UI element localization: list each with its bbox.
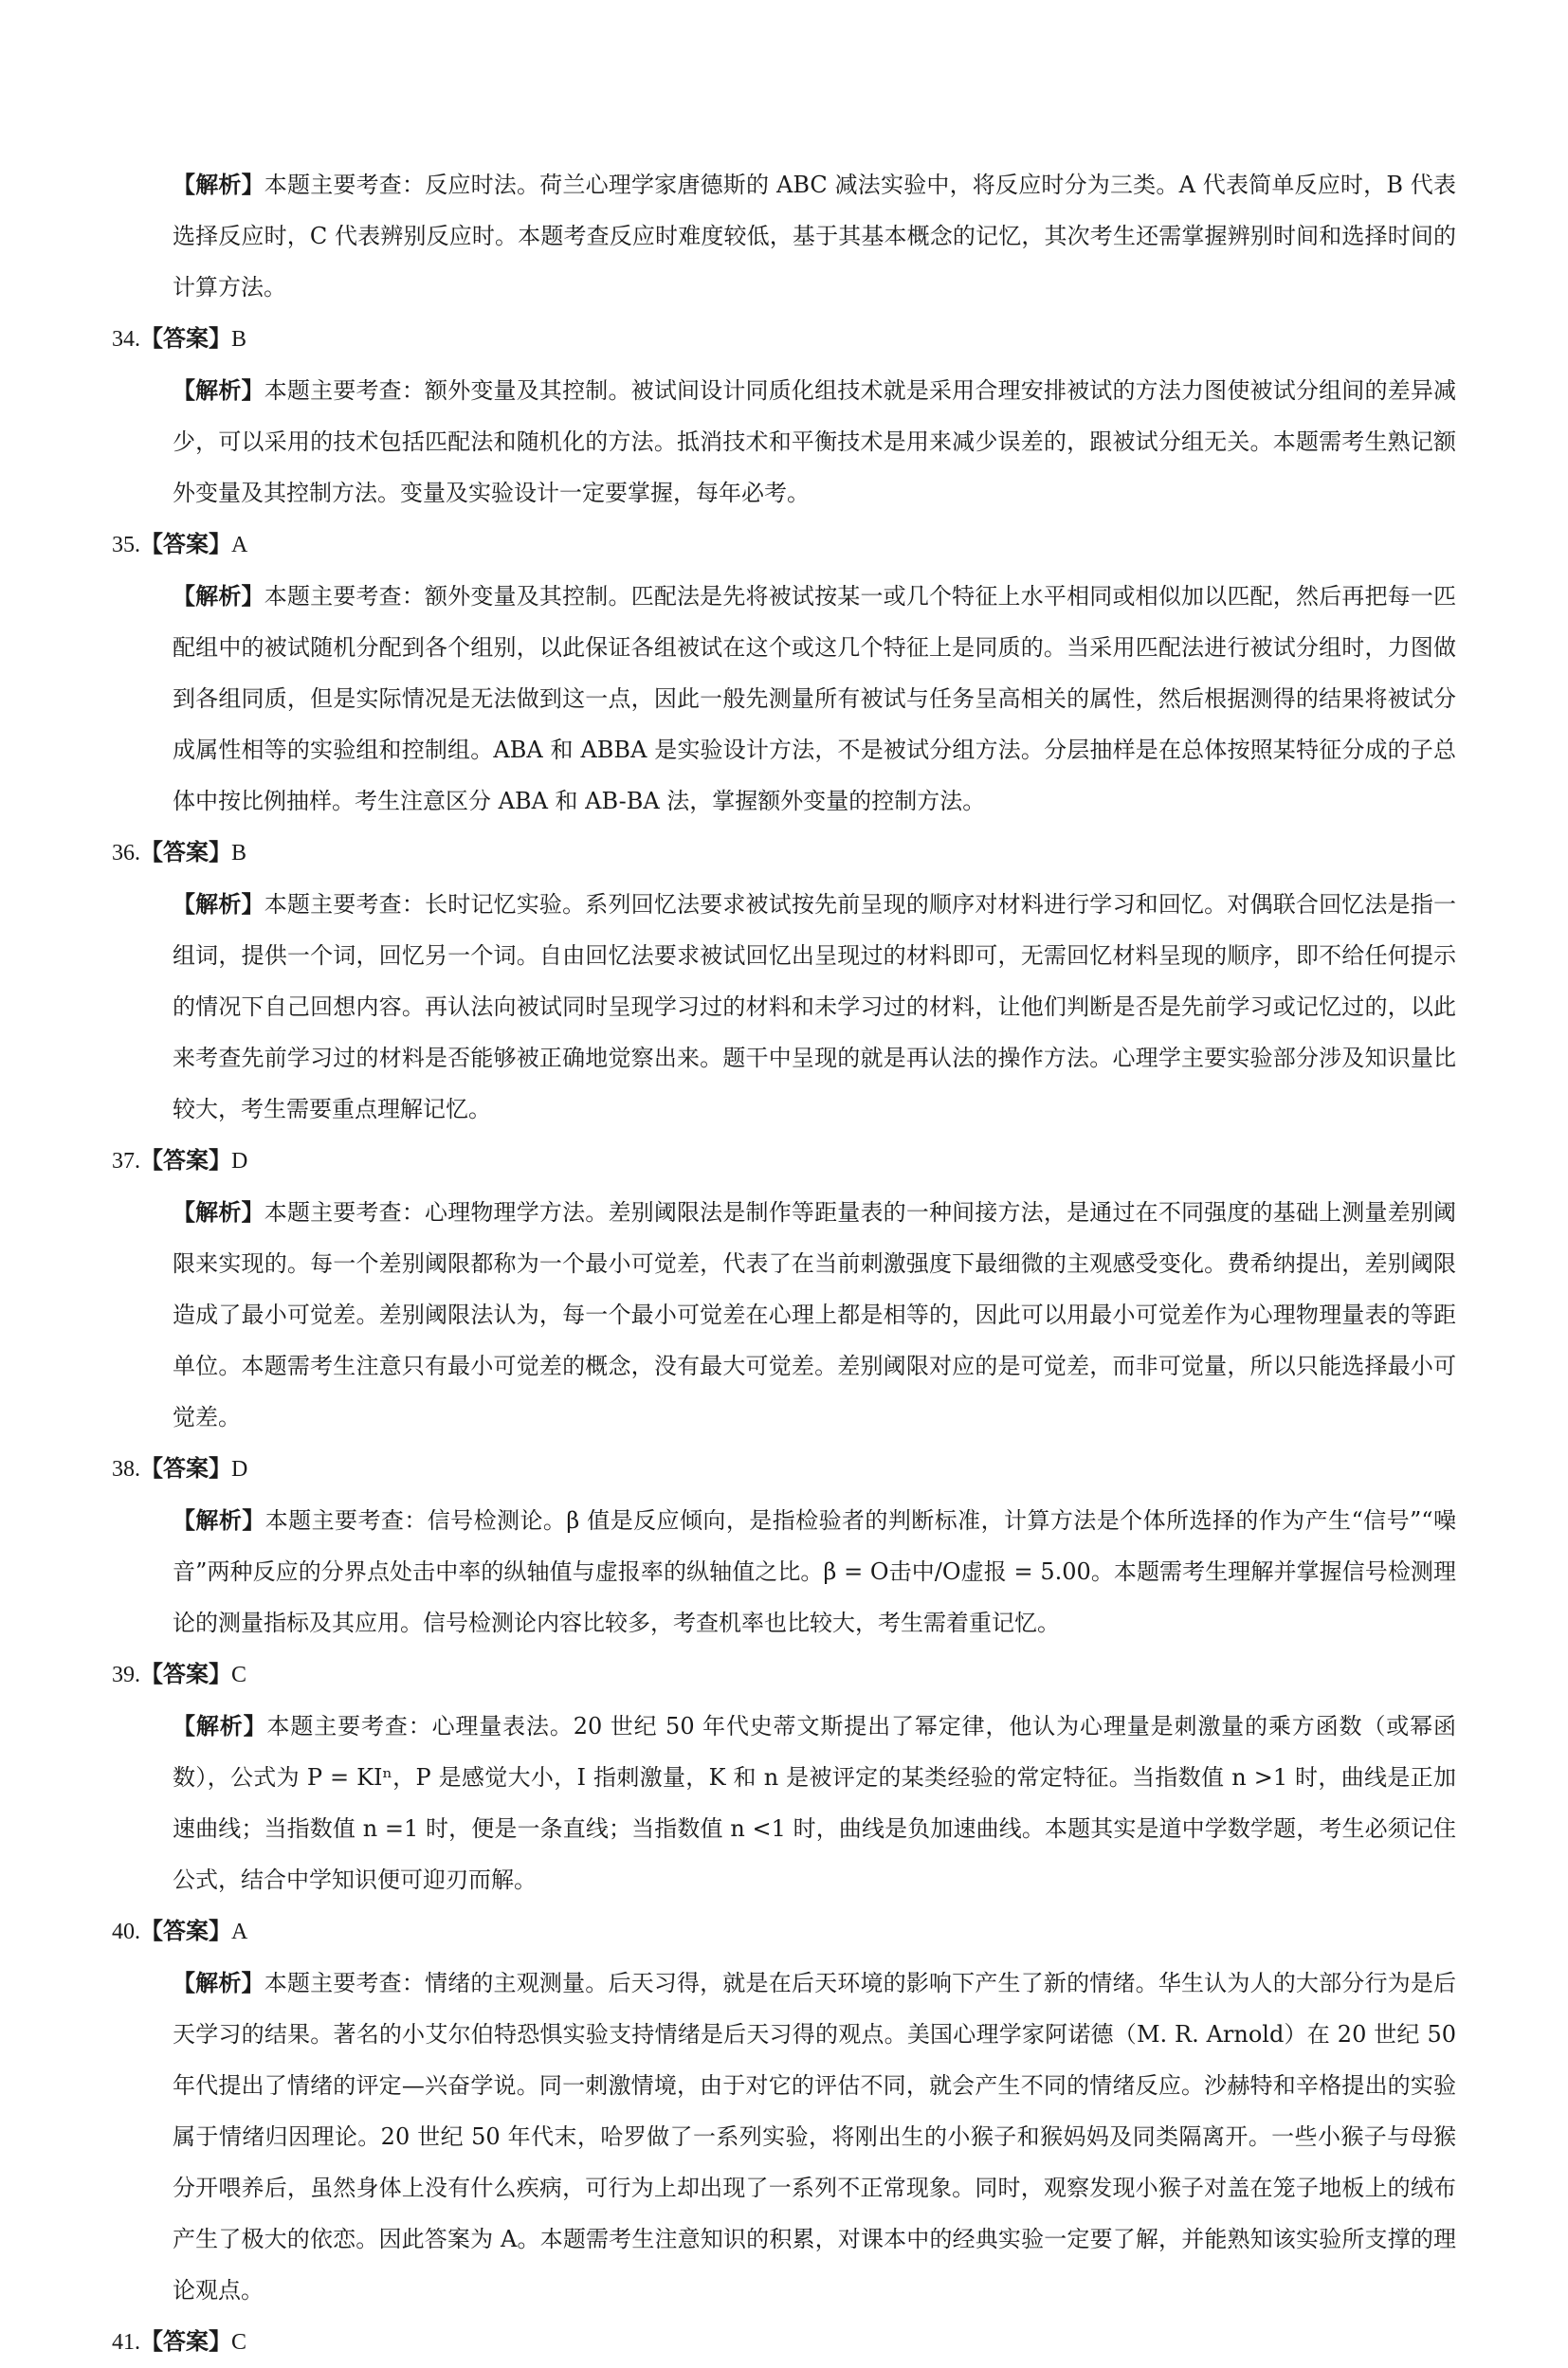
question-number: 41. [112, 2330, 140, 2355]
analysis-tag: 【解析】 [173, 583, 264, 610]
answer-value: C [231, 1663, 247, 1687]
analysis-tag: 【解析】 [173, 1713, 267, 1740]
item-38 [112, 1443, 1456, 1648]
analysis-text: 本题主要考查：信号检测论。β 值是反应倾向，是指检验者的判断标准，计算方法是个体所选择的作为产生“信号”“噪音”两种反应的分界点处击中率的纵轴值与虚报率的纵轴值之比。β = O击中/O虚报 = 5.00。本题需考生理解并掌握信号检测理论的测量指标及其应用。信号检测论内容比较多，考查机率也比较大，考生需着重记忆。 [173, 1507, 1457, 1636]
answer-tag: 【答案】 [140, 1918, 231, 1944]
item-37 [112, 1135, 1456, 1443]
answer-value: B [231, 327, 247, 352]
answer-value: D [231, 1149, 248, 1174]
item-35 [112, 519, 1456, 827]
analysis-tag: 【解析】 [173, 891, 264, 918]
answer-line [112, 1135, 1456, 1187]
answer-line [112, 519, 1456, 571]
analysis-paragraph [173, 365, 1456, 519]
item-34 [112, 313, 1456, 519]
answer-tag: 【答案】 [140, 1147, 231, 1174]
answer-line [112, 1648, 1456, 1701]
analysis-text: 本题主要考查：反应时法。荷兰心理学家唐德斯的 ABC 减法实验中，将反应时分为三类。A 代表简单反应时，B 代表选择反应时，C 代表辨别反应时。本题考查反应时难度较低，基于其基本概念的记忆，其次考生还需掌握辨别时间和选择时间的计算方法。 [173, 172, 1456, 301]
question-number: 35. [112, 533, 140, 557]
question-number: 38. [112, 1457, 140, 1482]
analysis-paragraph [173, 1958, 1456, 2316]
question-number: 40. [112, 1920, 140, 1944]
answer-value: C [231, 2330, 247, 2355]
answer-tag: 【答案】 [140, 839, 231, 865]
answer-line [112, 2316, 1456, 2368]
analysis-paragraph [173, 571, 1456, 827]
answer-value: A [231, 533, 248, 557]
analysis-text: 本题主要考查：长时记忆实验。系列回忆法要求被试按先前呈现的顺序对材料进行学习和回忆。对偶联合回忆法是指一组词，提供一个词，回忆另一个词。自由回忆法要求被试回忆出呈现过的材料即可，无需回忆材料呈现的顺序，即不给任何提示的情况下自己回想内容。再认法向被试同时呈现学习过的材料和未学习过的材料，让他们判断是否是先前学习或记忆过的，以此来考查先前学习过的材料是否能够被正确地觉察出来。题干中呈现的就是再认法的操作方法。心理学主要实验部分涉及知识量比较大，考生需要重点理解记忆。 [173, 891, 1457, 1122]
answer-tag: 【答案】 [140, 1455, 231, 1482]
answer-line [112, 827, 1456, 879]
answer-tag: 【答案】 [140, 1661, 231, 1687]
item-36 [112, 827, 1456, 1135]
analysis-tag: 【解析】 [173, 1199, 264, 1226]
analysis-tag: 【解析】 [173, 1970, 264, 1996]
item-41 [112, 2316, 1456, 2368]
answer-line [112, 1443, 1456, 1495]
answer-line [112, 1905, 1456, 1958]
analysis-tag: 【解析】 [173, 377, 264, 404]
analysis-paragraph [173, 879, 1456, 1135]
answer-tag: 【答案】 [140, 531, 231, 557]
analysis-paragraph [173, 1187, 1456, 1443]
item-39 [112, 1648, 1456, 1905]
question-number: 39. [112, 1663, 140, 1687]
answer-value: B [231, 841, 247, 865]
answer-value: D [231, 1457, 248, 1482]
question-number: 34. [112, 327, 140, 352]
analysis-text: 本题主要考查：额外变量及其控制。匹配法是先将被试按某一或几个特征上水平相同或相似加以匹配，然后再把每一匹配组中的被试随机分配到各个组别，以此保证各组被试在这个或这几个特征上是同质的。当采用匹配法进行被试分组时，力图做到各组同质，但是实际情况是无法做到这一点，因此一般先测量所有被试与任务呈高相关的属性，然后根据测得的结果将被试分成属性相等的实验组和控制组。ABA 和 ABBA 是实验设计方法，不是被试分组方法。分层抽样是在总体按照某特征分成的子总体中按比例抽样。考生注意区分 ABA 和 AB-BA 法，掌握额外变量的控制方法。 [173, 583, 1457, 814]
answer-value: A [231, 1920, 248, 1944]
analysis-text: 本题主要考查：额外变量及其控制。被试间设计同质化组技术就是采用合理安排被试的方法力图使被试分组间的差异减少，可以采用的技术包括匹配法和随机化的方法。抵消技术和平衡技术是用来减少误差的，跟被试分组无关。本题需考生熟记额外变量及其控制方法。变量及实验设计一定要掌握，每年必考。 [173, 377, 1457, 506]
question-number: 37. [112, 1149, 140, 1174]
analysis-paragraph [173, 1495, 1456, 1648]
analysis-paragraph [173, 159, 1456, 313]
analysis-text: 本题主要考查：情绪的主观测量。后天习得，就是在后天环境的影响下产生了新的情绪。华生认为人的大部分行为是后天学习的结果。著名的小艾尔伯特恐惧实验支持情绪是后天习得的观点。美国心理学家阿诺德（M. R. Arnold）在 20 世纪 50 年代提出了情绪的评定—兴奋学说。同一刺激情境，由于对它的评估不同，就会产生不同的情绪反应。沙赫特和辛格提出的实验属于情绪归因理论。20 世纪 50 年代末，哈罗做了一系列实验，将刚出生的小猴子和猴妈妈及同类隔离开。一些小猴子与母猴分开喂养后，虽然身体上没有什么疾病，可行为上却出现了一系列不正常现象。同时，观察发现小猴子对盖在笼子地板上的绒布产生了极大的依恋。因此答案为 A。本题需考生注意知识的积累，对课本中的经典实验一定要了解，并能熟知该实验所支撑的理论观点。 [173, 1970, 1457, 2304]
analysis-tag: 【解析】 [173, 172, 264, 198]
answer-tag: 【答案】 [140, 2328, 231, 2355]
analysis-text: 本题主要考查：心理物理学方法。差别阈限法是制作等距量表的一种间接方法，是通过在不同强度的基础上测量差别阈限来实现的。每一个差别阈限都称为一个最小可觉差，代表了在当前刺激强度下最细微的主观感受变化。费希纳提出，差别阈限造成了最小可觉差。差别阈限法认为，每一个最小可觉差在心理上都是相等的，因此可以用最小可觉差作为心理物理量表的等距单位。本题需考生注意只有最小可觉差的概念，没有最大可觉差。差别阈限对应的是可觉差，而非可觉量，所以只能选择最小可觉差。 [173, 1199, 1457, 1430]
item-33-continued [112, 159, 1456, 313]
answer-line [112, 313, 1456, 365]
item-40 [112, 1905, 1456, 2316]
analysis-text: 本题主要考查：心理量表法。20 世纪 50 年代史蒂文斯提出了幂定律，他认为心理量是刺激量的乘方函数（或幂函数），公式为 P = KIⁿ，P 是感觉大小，I 指刺激量，K 和 n 是被评定的某类经验的常定特征。当指数值 n >1 时，曲线是正加速曲线；当指数值 n =1 时，便是一条直线；当指数值 n <1 时，曲线是负加速曲线。本题其实是道中学数学题，考生必须记住公式，结合中学知识便可迎刃而解。 [173, 1713, 1457, 1893]
question-number: 36. [112, 841, 140, 865]
analysis-tag: 【解析】 [173, 1507, 265, 1534]
answer-tag: 【答案】 [140, 325, 231, 352]
analysis-paragraph [173, 1701, 1456, 1905]
